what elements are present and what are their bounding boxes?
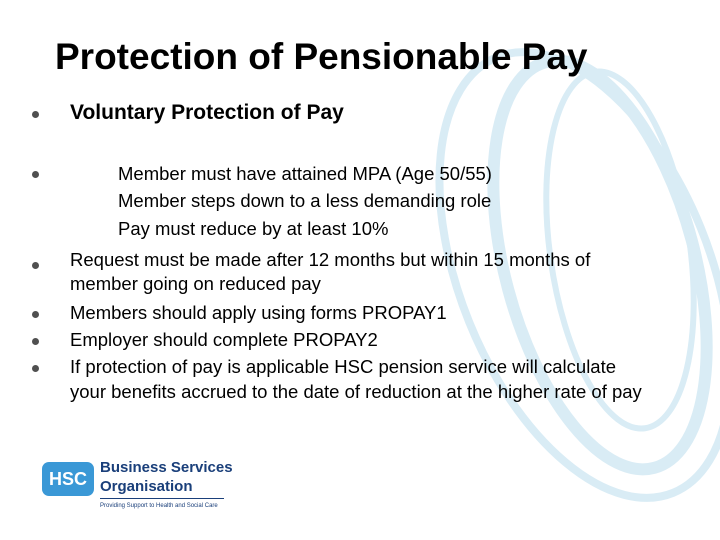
- text-line: Pay must reduce by at least 10%: [118, 218, 389, 239]
- text-line: Member steps down to a less demanding role: [118, 190, 492, 211]
- text-line: Member must have attained MPA (Age 50/55): [118, 163, 492, 184]
- bullet-dot: [32, 365, 39, 372]
- hsc-bso-logo: [42, 458, 232, 518]
- bullet-dot: [32, 262, 39, 269]
- text-line: If protection of pay is applicable HSC pension service will calculate: [70, 356, 617, 377]
- text-line: Members should apply using forms PROPAY1: [70, 302, 447, 323]
- text-line: Employer should complete PROPAY2: [70, 329, 378, 350]
- bullet-dot: [32, 311, 39, 318]
- bullet-dot: [32, 338, 39, 345]
- text-line: your benefits accrued to the date of reduction at the higher rate of pay: [70, 381, 642, 402]
- logo-line1: Business Services: [100, 459, 233, 476]
- text-line: Request must be made after 12 months but within 15 months of: [70, 249, 591, 270]
- text-line: member going on reduced pay: [70, 273, 321, 294]
- hsc-logo-box: HSC: [42, 462, 94, 496]
- logo-line2: Organisation: [100, 478, 193, 495]
- bullet-dot: [32, 171, 39, 178]
- bullet-dot: [32, 111, 39, 118]
- section-subtitle: Voluntary Protection of Pay: [70, 101, 344, 124]
- logo-divider: [100, 498, 224, 499]
- logo-tagline: Providing Support to Health and Social Care: [100, 503, 218, 509]
- slide-title: Protection of Pensionable Pay: [55, 36, 588, 77]
